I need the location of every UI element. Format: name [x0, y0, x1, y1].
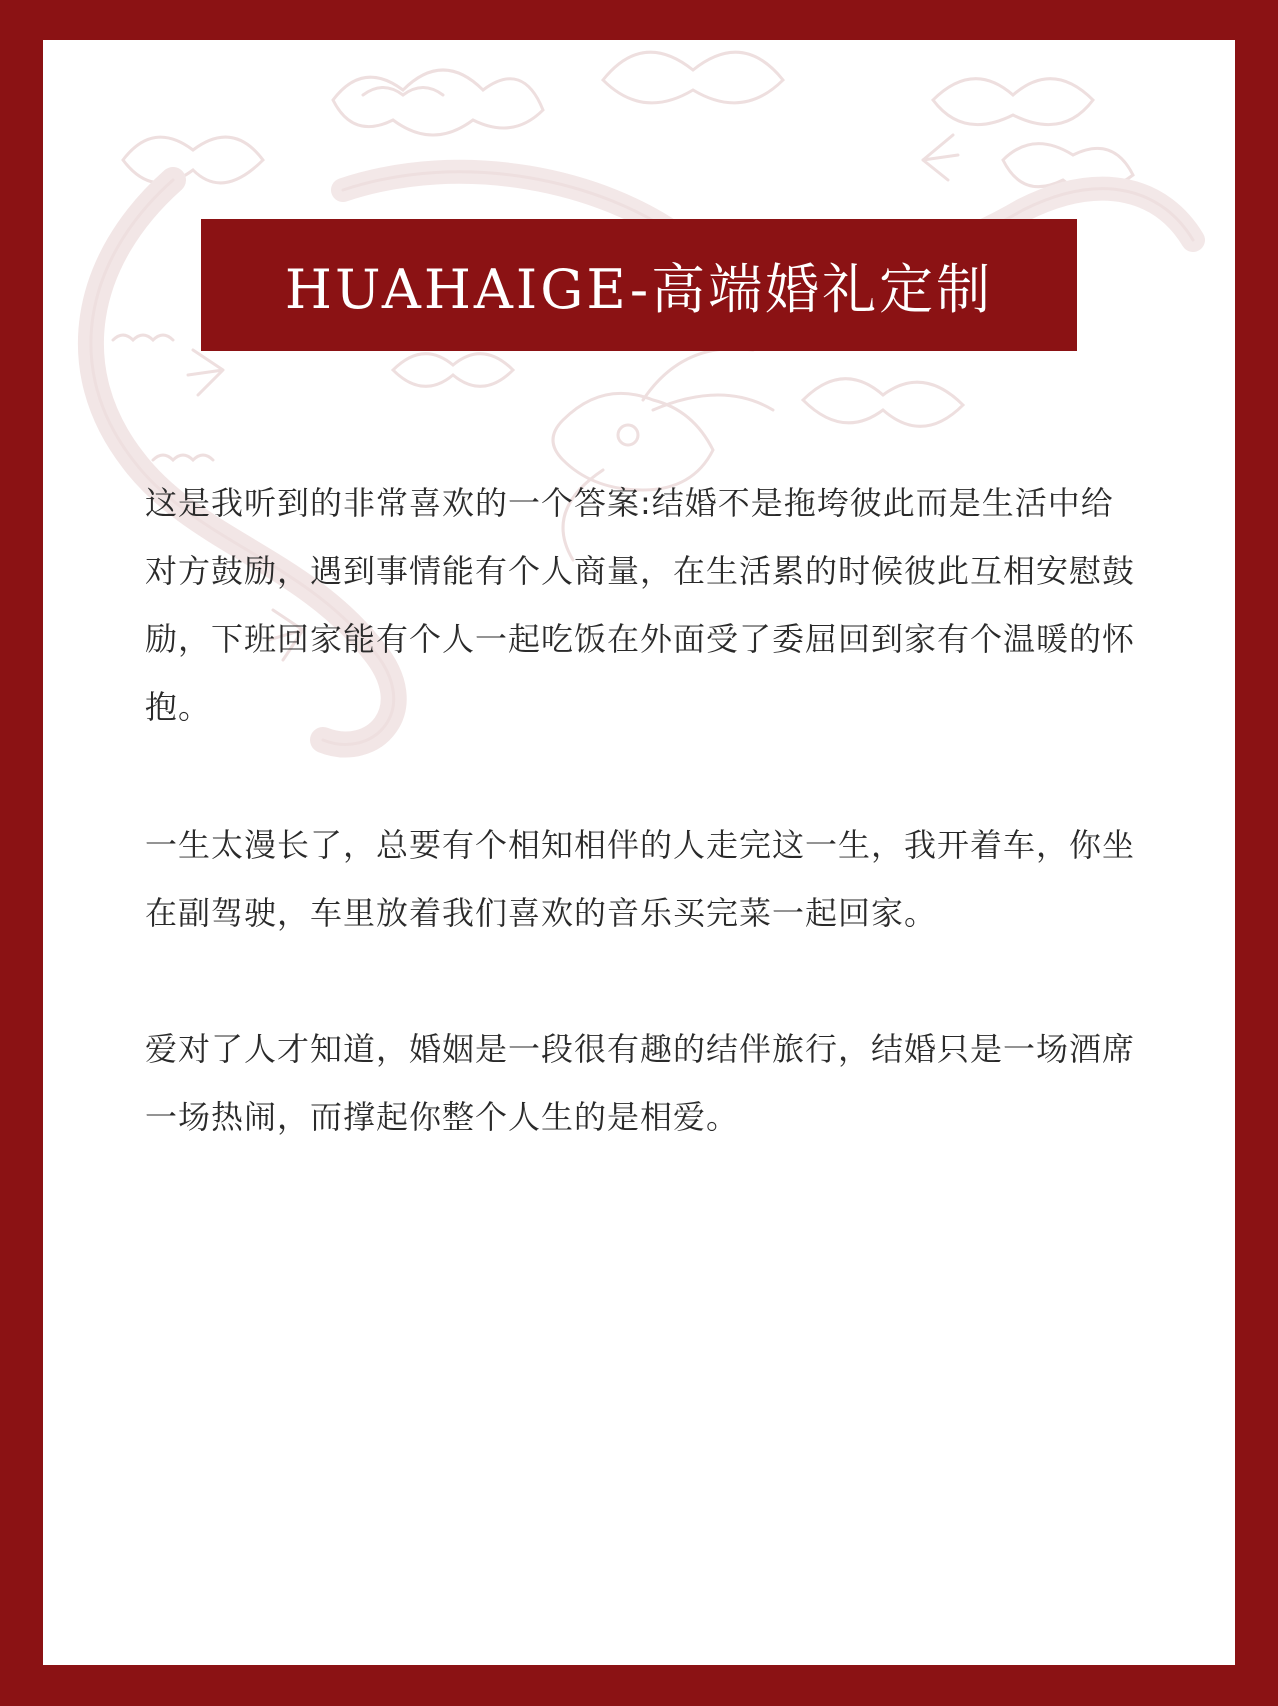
- paragraph-1: 这是我听到的非常喜欢的一个答案:结婚不是拖垮彼此而是生活中给对方鼓励，遇到事情能有个人商量，在生活累的时候彼此互相安慰鼓励，下班回家能有个人一起吃饭在外面受了委屈回到家有个温暖的怀抱。: [145, 484, 1136, 726]
- paragraph-2: 一生太漫长了，总要有个相知相伴的人走完这一生，我开着车，你坐在副驾驶，车里放着我们喜欢的音乐买完菜一起回家。: [145, 826, 1136, 932]
- title-banner: [201, 219, 1077, 351]
- content-card: [43, 40, 1235, 1665]
- page-title: HUAHAIGE-高端婚礼定制: [284, 257, 994, 321]
- paragraph-3: 爱对了人才知道，婚姻是一段很有趣的结伴旅行，结婚只是一场酒席一场热闹，而撑起你整个人生的是相爱。: [145, 1030, 1136, 1136]
